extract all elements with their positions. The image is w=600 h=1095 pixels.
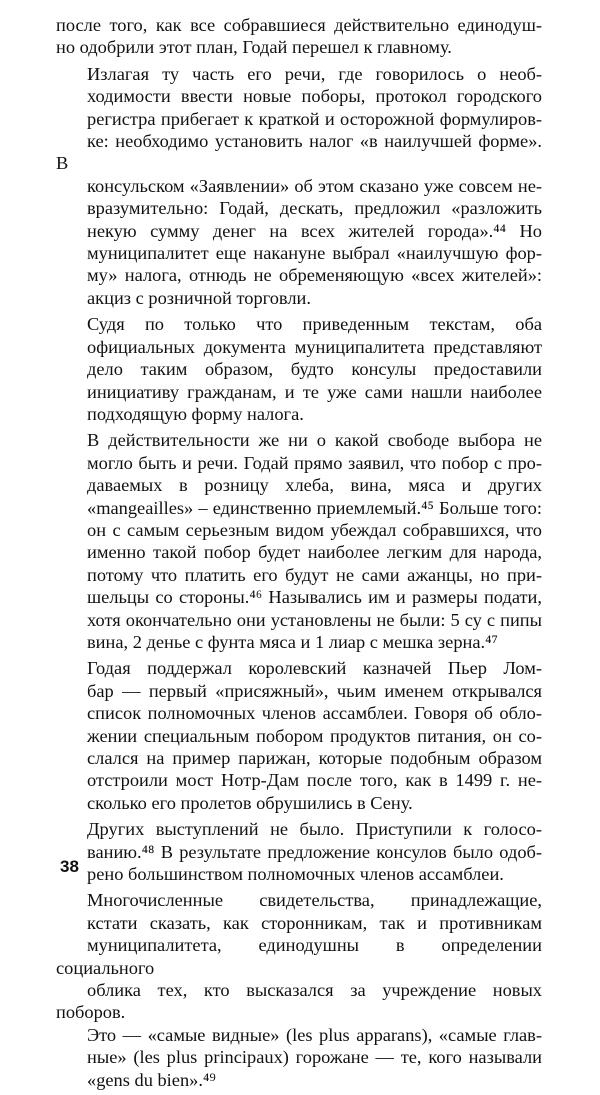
text-line: могло быть и речи. Годай прямо заявил, что побор с про- [87,452,542,473]
text-line: он с самым серьезным видом убеждал собравшихся, что [87,519,542,540]
text-line: но одобрили этот план, Годай перешел к главному. [56,37,452,58]
text-line: жении специальным побором продуктов питания, он со- [87,725,542,746]
text-line: му» налога, отнюдь не обременяющую «всех жителей»: [87,265,542,286]
text-line: рено большинством полномочных членов ассамблеи. [87,864,504,885]
text-line: муниципалитета, единодушны в определении социального [56,935,542,978]
paragraph [56,657,542,814]
text-line: хотя окончательно они установлены не были: 5 су с пипы [87,609,542,630]
text-line: дело таким образом, будто консулы предоставили [87,359,542,380]
text-line: список полномочных членов ассамблеи. Говоря об обло- [87,703,542,724]
text-line: вина, 2 денье с фунта мяса и 1 лиар с мешка зерна.⁴⁷ [87,631,498,652]
text-line: некую сумму денег на всех жителей города».⁴⁴ Но [87,220,542,241]
text-line: бар — первый «присяжный», чьим именем открывался [87,680,542,701]
text-line: шельцы со стороны.⁴⁶ Назывались им и размеры подати, [87,587,542,608]
text-line: Многочисленные свидетельства, принадлежащие, [87,890,542,911]
text-line: Это — «самые видные» (les plus apparans), «самые глав- [87,1024,542,1045]
text-line: отстроили мост Нотр-Дам после того, как в 1499 г. не- [87,770,542,791]
text-line: официальных документа муниципалитета представляют [87,336,542,357]
text-line: сколько его пролетов обрушились в Сену. [87,792,413,813]
text-line: облика тех, кто высказался за учреждение новых поборов. [56,980,542,1023]
text-line: потому что платить его будут не сами ажанцы, но при- [87,564,542,585]
text-line: именно такой побор будет наиболее легким для народа, [87,542,542,563]
text-line: муниципалитет еще накануне выбрал «наилучшую фор- [87,243,542,264]
paragraph [56,818,542,885]
text-line: «mangeailles» – единственно приемлемый.⁴⁵ Больше того: [87,497,542,518]
text-line: регистра прибегает к краткой и осторожной формулиров- [87,108,542,129]
text-line: кстати сказать, как сторонникам, так и противникам [87,912,542,933]
text-line: подходящую форму налога. [87,403,304,424]
paragraph [56,63,542,309]
paragraph [56,313,542,425]
text-line: Излагая ту часть его речи, где говорилось о необ- [87,63,542,84]
page-number: 38 [60,857,79,876]
text-line: вразумительно: Годай, дескать, предложил «разложить [87,198,542,219]
body-text [56,14,542,1095]
text-line: ванию.⁴⁸ В результате предложение консулов было одоб- [87,841,542,862]
text-line: акциз с розничной торговли. [87,287,311,308]
text-line: ходимости ввести новые поборы, протокол городского [87,86,542,107]
paragraph [56,14,542,59]
text-line: инициативу гражданам, и те уже сами нашли наиболее [87,381,542,402]
text-line: Годая поддержал королевский казначей Пьер Лом- [87,658,542,679]
text-line: ке: необходимо установить налог «в наилучшей форме». В [56,131,542,174]
text-line: слался на пример парижан, которые подобным образом [87,748,542,768]
text-line: В действительности же ни о какой свободе выбора не [87,430,542,451]
text-line: Судя по только что приведенным текстам, оба [87,314,542,335]
text-line: ные» (les plus principaux) горожане — те, кого называли [87,1047,542,1068]
text-line: Других выступлений не было. Приступили к голосо- [87,819,542,840]
text-line: консульском «Заявлении» об этом сказано уже совсем не- [87,175,542,196]
text-line: после того, как все собравшиеся действительно единодуш- [56,15,542,35]
paragraph [56,429,542,653]
text-line: «gens du bien».⁴⁹ [87,1069,216,1090]
text-line: даваемых в розницу хлеба, вина, мяса и других [87,475,542,496]
paragraph [56,889,542,1091]
